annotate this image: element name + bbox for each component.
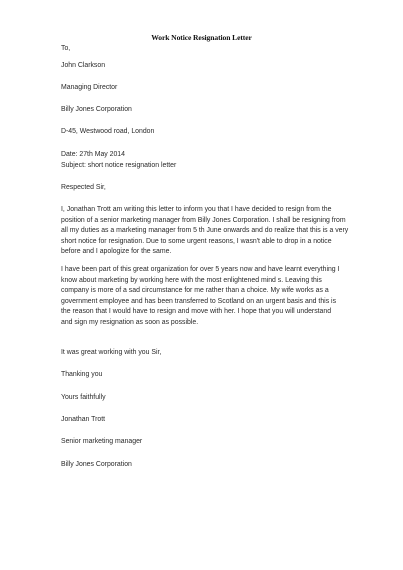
paragraph-line: position of a senior marketing manager from Billy Jones Corporation. I shall be resigning from [61,216,346,224]
paragraph-line: all my duties as a marketing manager from 5 th June onwards and do realize that this is a very [61,227,349,235]
paragraph-line: before and I apologize for the same. [61,248,172,256]
paragraph-line: I have been part of this great organization for over 5 years now and have learnt everything I [61,266,340,273]
letter-date: Date: 27th May 2014 [61,151,125,158]
paragraph-line: company is more of a sad circumstance for me rather than a choice. My wife works as a [61,287,329,295]
sender-title: Senior marketing manager [61,438,143,445]
closing-line: It was great working with you Sir, [61,349,162,356]
paragraph-line: the reason that I would have to resign and move with her. I hope that you will understand [61,308,332,316]
paragraph-line: know about marketing by working here with the most enlightened mind s. Leaving this [61,276,322,284]
recipient-title: Managing Director [61,84,118,91]
recipient-name: John Clarkson [61,62,106,69]
thanks-line: Thanking you [61,371,103,378]
to-line: To, [61,45,71,52]
body-paragraph-1 [61,205,351,258]
salutation: Respected Sir, [61,184,106,191]
paragraph-line: short notice for resignation. Due to some urgent reasons, I wasn't able to drop in a notice [61,237,332,245]
recipient-company: Billy Jones Corporation [61,106,132,113]
document-title: Work Notice Resignation Letter [151,33,252,42]
recipient-address: D-45, Westwood road, London [61,128,155,135]
letter-subject: Subject: short notice resignation letter [61,162,177,169]
paragraph-line: and sign my resignation as soon as possible. [61,318,199,326]
paragraph-line: government employee and has been transferred to Scotland on an urgent basis and this is [61,297,337,305]
signoff-line: Yours faithfully [61,394,106,401]
body-paragraph-2 [61,265,351,329]
sender-name: Jonathan Trott [61,416,106,423]
paragraph-line: I, Jonathan Trott am writing this letter to inform you that I have decided to resign from the [61,206,332,213]
sender-company: Billy Jones Corporation [61,461,132,468]
